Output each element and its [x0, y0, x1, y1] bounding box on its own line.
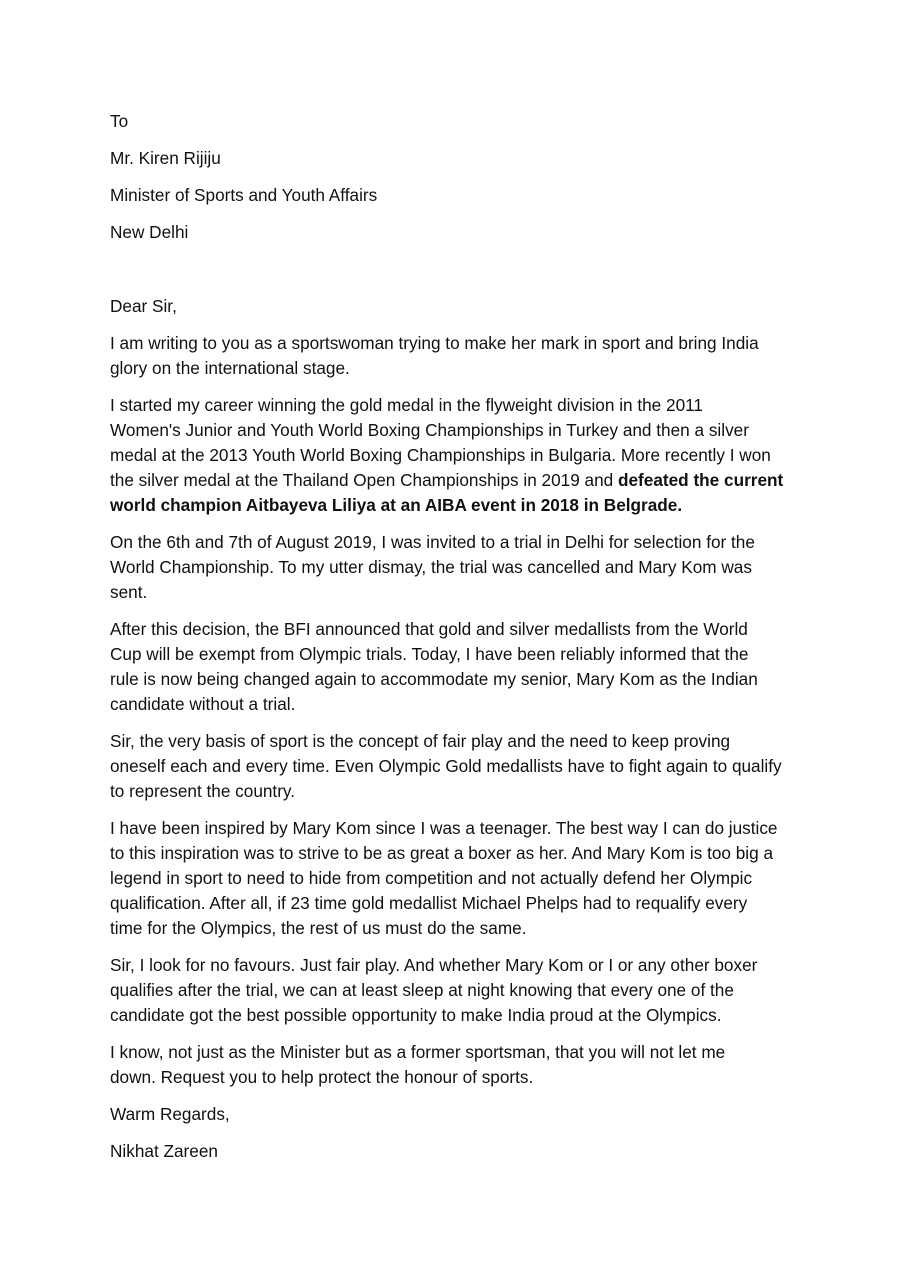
text-line: sent.: [110, 582, 148, 602]
recipient-name: Mr. Kiren Rijiju: [110, 148, 221, 168]
paragraph-bfi-decision: [110, 617, 800, 717]
text-line: to represent the country.: [110, 781, 296, 801]
text-line: oneself each and every time. Even Olympic Gold medallists have to fight again to qualify: [110, 756, 782, 776]
bold-text-run: world champion Aitbayeva Liliya at an AIBA event in 2018 in Belgrade.: [110, 495, 683, 515]
letter-body: [110, 109, 800, 1176]
address-to: To: [110, 111, 129, 131]
text-line: I started my career winning the gold medal in the flyweight division in the 2011: [110, 395, 703, 415]
text-line: After this decision, the BFI announced that gold and silver medallists from the World: [110, 619, 748, 639]
text-line: On the 6th and 7th of August 2019, I was invited to a trial in Delhi for selection for the: [110, 532, 755, 552]
text-line: glory on the international stage.: [110, 358, 350, 378]
text-line: medal at the 2013 Youth World Boxing Championships in Bulgaria. More recently I won: [110, 445, 771, 465]
salutation: Dear Sir,: [110, 296, 177, 316]
text-line-bold: [110, 493, 800, 518]
paragraph-inspiration: [110, 816, 800, 941]
text-line: I have been inspired by Mary Kom since I was a teenager. The best way I can do justice: [110, 818, 778, 838]
text-line: rule is now being changed again to accommodate my senior, Mary Kom as the Indian: [110, 669, 758, 689]
text-line: to this inspiration was to strive to be as great a boxer as her. And Mary Kom is too big a: [110, 843, 774, 863]
text-line: Cup will be exempt from Olympic trials. Today, I have been reliably informed that the: [110, 644, 749, 664]
text-line: candidate got the best possible opportunity to make India proud at the Olympics.: [110, 1005, 722, 1025]
text-line: down. Request you to help protect the honour of sports.: [110, 1067, 534, 1087]
text-line: World Championship. To my utter dismay, the trial was cancelled and Mary Kom was: [110, 557, 752, 577]
text-line: candidate without a trial.: [110, 694, 296, 714]
signature-name: Nikhat Zareen: [110, 1141, 218, 1161]
text-line: Sir, I look for no favours. Just fair play. And whether Mary Kom or I or any other boxer: [110, 955, 758, 975]
paragraph-trial: [110, 530, 800, 605]
text-line: legend in sport to need to hide from competition and not actually defend her Olympic: [110, 868, 753, 888]
paragraph-intro: [110, 331, 800, 381]
text-line: qualification. After all, if 23 time gold medallist Michael Phelps had to requalify every: [110, 893, 748, 913]
recipient-city: New Delhi: [110, 222, 189, 242]
paragraph-career: [110, 393, 800, 518]
paragraph-no-favours: [110, 953, 800, 1028]
text-run: the silver medal at the Thailand Open Championships in 2019 and: [110, 470, 618, 490]
closing: Warm Regards,: [110, 1104, 230, 1124]
text-line: qualifies after the trial, we can at least sleep at night knowing that every one of the: [110, 980, 734, 1000]
recipient-title: Minister of Sports and Youth Affairs: [110, 185, 378, 205]
text-line-mixed: [110, 468, 800, 493]
bold-text-run: defeated the current: [618, 470, 784, 490]
text-line: I am writing to you as a sportswoman trying to make her mark in sport and bring India: [110, 333, 759, 353]
paragraph-fair-play: [110, 729, 800, 804]
paragraph-request: [110, 1040, 800, 1090]
text-line: Women's Junior and Youth World Boxing Championships in Turkey and then a silver: [110, 420, 749, 440]
text-line: Sir, the very basis of sport is the concept of fair play and the need to keep proving: [110, 731, 731, 751]
text-line: I know, not just as the Minister but as a former sportsman, that you will not let me: [110, 1042, 726, 1062]
text-line: time for the Olympics, the rest of us must do the same.: [110, 918, 527, 938]
